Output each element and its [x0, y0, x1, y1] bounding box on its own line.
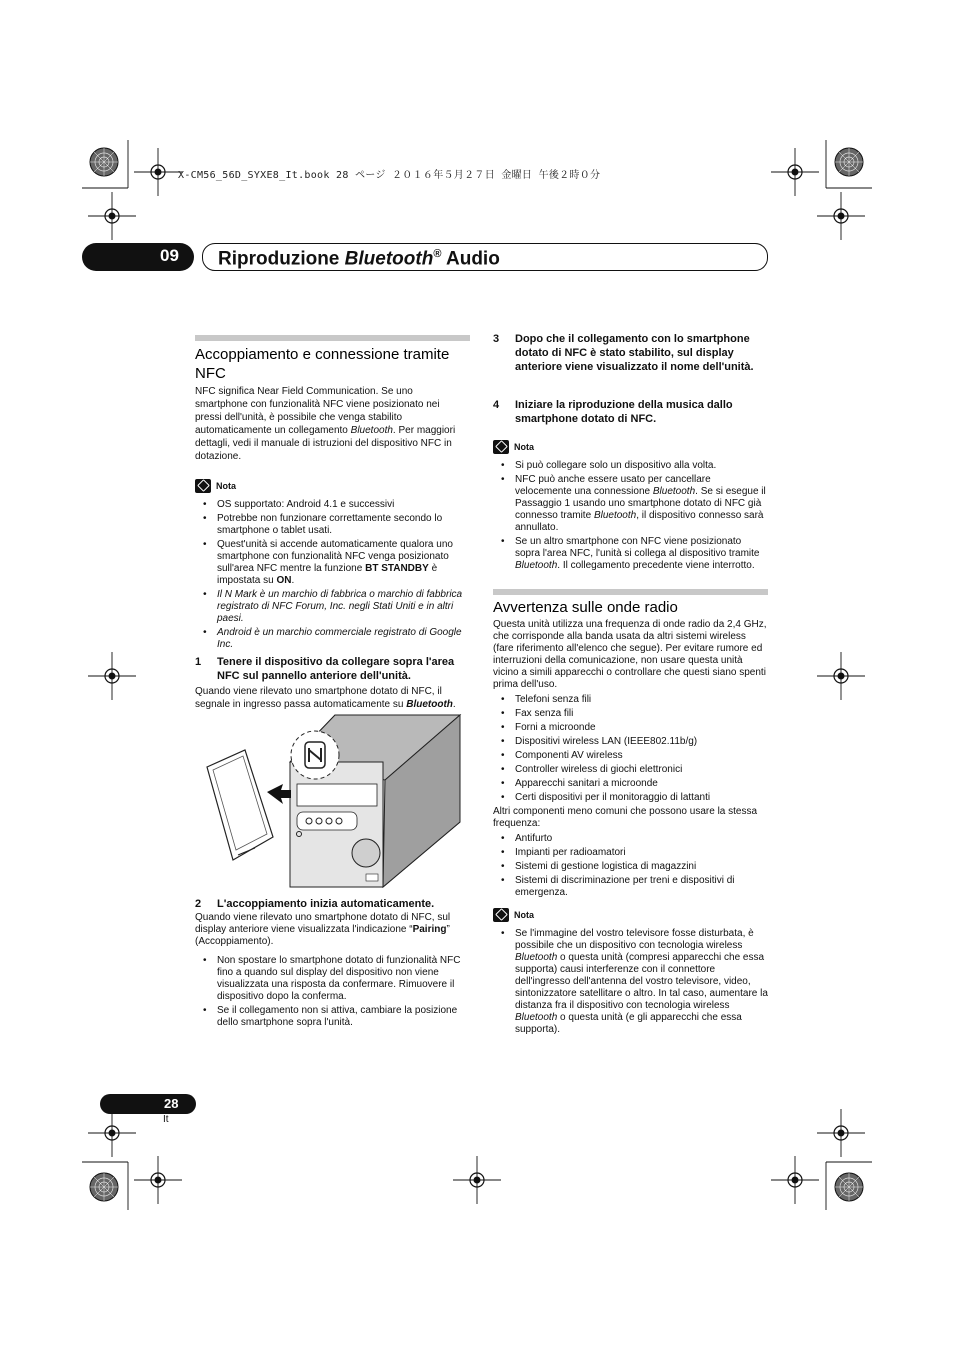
intro-text-end: . Per maggiori dettagli, vedi il manuale di istruzioni del dispositivo NFC in dotazione.: [195, 425, 456, 462]
list-item: • Fax senza fili: [493, 708, 768, 720]
intro-text: NFC significa Near Field Communication. Se uno smartphone con funzionalità NFC viene posizionato nei pressi dell'unità, è possibile che venga stabilito automaticamente un collegamento: [195, 386, 440, 436]
text-italic: Bluetooth: [652, 486, 696, 497]
note-pencil-icon: [493, 440, 509, 454]
step-2: [195, 897, 470, 1031]
nota-block-3: [493, 908, 768, 1038]
step-heading: [195, 655, 470, 683]
list-item: • Il N Mark è un marchio di fabbrica o marchio di fabbrica registrato di NFC Forum, Inc. negli Stati Uniti e in altri paesi.: [195, 589, 470, 625]
text: è impostata su: [217, 563, 438, 586]
list-item: [493, 474, 768, 534]
list-item: • Antifurto: [493, 833, 768, 845]
section-heading-radio: Avvertenza sulle onde radio: [493, 599, 678, 616]
step-text: [195, 912, 470, 948]
note-pencil-icon: [195, 479, 211, 493]
step-title: Iniziare la riproduzione della musica dallo smartphone dotato di NFC.: [515, 399, 733, 425]
list-item: • OS supportato: Android 4.1 e successivi: [195, 499, 470, 511]
text-italic: Bluetooth: [515, 560, 558, 571]
step-3: [493, 332, 768, 374]
nota-list: [493, 928, 768, 1036]
nota-label: Nota: [514, 442, 534, 452]
title-italic: Bluetooth: [344, 248, 434, 270]
list-item: • Non spostare lo smartphone dotato di funzionalità NFC fino a quando sul display del dispositivo non viene visualizzata una risposta da confermare. Rimuovere il dispositivo dopo la conferma.: [195, 955, 470, 1003]
list-item: [493, 928, 768, 1036]
intro-italic: Bluetooth: [350, 425, 393, 436]
list-item: • Android è un marchio commerciale registrato di Google Inc.: [195, 627, 470, 651]
text: , il dispositivo connesso sarà annullato.: [515, 510, 764, 533]
text: Quest'unità si accende automaticamente qualora uno smartphone con funzionalità NFC venga posizionato sull'area NFC mentre la funzione: [217, 539, 453, 574]
text: o questa unità (compresi apparecchi che essa supporta) causi interferenze con il connettore dell'ingresso dell'antenna del vostro televisore, video, sintonizzatore satellitare o altro. In tal caso, aumentare la distanza fra il dispositivo con tecnologia wireless: [515, 952, 768, 1011]
step-number: 3: [493, 333, 500, 345]
list-item: • Certi dispositivi per il monitoraggio di lattanti: [493, 792, 768, 804]
text: .: [291, 575, 295, 586]
section-rule: [493, 589, 768, 595]
radio-device-list-2: [493, 833, 768, 899]
nfc-illustration: [205, 712, 465, 892]
step-4: [493, 398, 768, 426]
list-item: • Componenti AV wireless: [493, 750, 768, 762]
text-bold-italic: Bluetooth: [406, 699, 453, 710]
list-item: • Si può collegare solo un dispositivo alla volta.: [493, 460, 768, 472]
step-number: 4: [493, 399, 500, 411]
text-bold: BT STANDBY: [365, 563, 429, 574]
radio-section: [493, 619, 768, 901]
text: o questa unità (e gli apparecchi che essa supporta).: [515, 1012, 742, 1035]
step-number: 1: [195, 656, 202, 668]
list-item: [493, 536, 768, 572]
nota-header: [493, 908, 768, 922]
title-suffix: Audio: [441, 248, 500, 270]
section-heading-nfc: Accoppiamento e connessione tramite NFC: [195, 346, 450, 382]
step-heading: [493, 398, 768, 426]
list-item: • Telefoni senza fili: [493, 694, 768, 706]
page-number-badge: [100, 1094, 196, 1114]
step-title: L'accoppiamento inizia automaticamente.: [217, 898, 435, 910]
list-item: • Potrebbe non funzionare correttamente secondo lo smartphone o tablet usati.: [195, 513, 470, 537]
list-item: • Se il collegamento non si attiva, cambiare la posizione dello smartphone sopra l'unità.: [195, 1005, 470, 1029]
step-title: Tenere il dispositivo da collegare sopra l'area NFC sul pannello anteriore dell'unità.: [217, 656, 455, 682]
file-header: X-CM56_56D_SYXE8_It.book 28 ページ ２０１６年５月２７日 金曜日 午後２時０分: [178, 170, 601, 181]
list-item: • Forni a microonde: [493, 722, 768, 734]
text-bold: ON: [276, 575, 292, 586]
section-rule: [195, 335, 470, 341]
radio-more: Altri componenti meno comuni che possono usare la stessa frequenza:: [493, 806, 758, 829]
nota-list: [195, 499, 470, 651]
nota-header: [493, 440, 768, 454]
list-item: • Impianti per radioamatori: [493, 847, 768, 859]
text: Quando viene rilevato uno smartphone dotato di NFC, sul display anteriore viene visualizzata l'indicazione “: [195, 912, 451, 935]
nota-label: Nota: [514, 910, 534, 920]
step-text: [195, 685, 470, 711]
step-2-list: [195, 955, 470, 1029]
text: Quando viene rilevato uno smartphone dotato di NFC, il segnale in ingresso passa automaticamente su: [195, 686, 442, 710]
page-number: 28: [164, 1096, 179, 1111]
text: Se un altro smartphone con NFC viene posizionato sopra l'area NFC, l'unità si collega al dispositivo tramite: [515, 536, 760, 559]
step-heading: [195, 897, 470, 911]
text: NFC può anche essere usato per cancellare velocemente una connessione: [515, 474, 711, 497]
nota-header: [195, 479, 470, 493]
nota-block-2: [493, 440, 768, 574]
list-item: • Apparecchi sanitari a microonde: [493, 778, 768, 790]
step-title: Dopo che il collegamento con lo smartphone dotato di NFC è stato stabilito, sul display anteriore viene visualizzato il nome dell'unità.: [515, 333, 754, 373]
text-italic: Bluetooth: [515, 1012, 558, 1023]
list-item: [195, 539, 470, 587]
list-item: • Sistemi di gestione logistica di magazzini: [493, 861, 768, 873]
nota-label: Nota: [216, 481, 236, 491]
title-registered: ®: [433, 248, 442, 260]
nfc-intro: [195, 385, 467, 463]
text-italic: Bluetooth: [515, 952, 558, 963]
radio-device-list: [493, 694, 768, 804]
text: . Il collegamento precedente viene interrotto.: [557, 560, 755, 571]
text: . Se si esegue il Passaggio 1 usando uno smartphone dotato di NFC già connesso tramite: [515, 486, 766, 521]
chapter-title: [218, 248, 500, 270]
nota-block-1: [195, 479, 470, 653]
text: ” (Accoppiamento).: [195, 924, 450, 947]
note-pencil-icon: [493, 908, 509, 922]
step-1: [195, 655, 470, 711]
list-item: • Dispositivi wireless LAN (IEEE802.11b/g): [493, 736, 768, 748]
text: .: [452, 699, 456, 710]
step-heading: [493, 332, 768, 374]
list-item: • Controller wireless di giochi elettronici: [493, 764, 768, 776]
text-bold: Pairing: [412, 924, 447, 935]
text-italic: Bluetooth: [593, 510, 637, 521]
language-code: It: [163, 1114, 169, 1125]
radio-intro: Questa unità utilizza una frequenza di onde radio da 2,4 GHz, che corrisponde alla banda usata da altri sistemi wireless (fare riferimento all'elenco che segue). Per evitare rumore ed interruzioni della comunicazione, non usare questa unità vicino a simili apparecchi o controllare che questi siano spenti prima dell'uso.: [493, 619, 767, 690]
title-prefix: Riproduzione: [218, 248, 345, 270]
step-number: 2: [195, 898, 202, 910]
list-item: • Sistemi di discriminazione per treni e dispositivi di emergenza.: [493, 875, 768, 899]
nota-list: [493, 460, 768, 572]
text: Se l'immagine del vostro televisore fosse disturbata, è possibile che un dispositivo con tecnologia wireless: [515, 928, 754, 951]
chapter-number: 09: [160, 246, 179, 265]
